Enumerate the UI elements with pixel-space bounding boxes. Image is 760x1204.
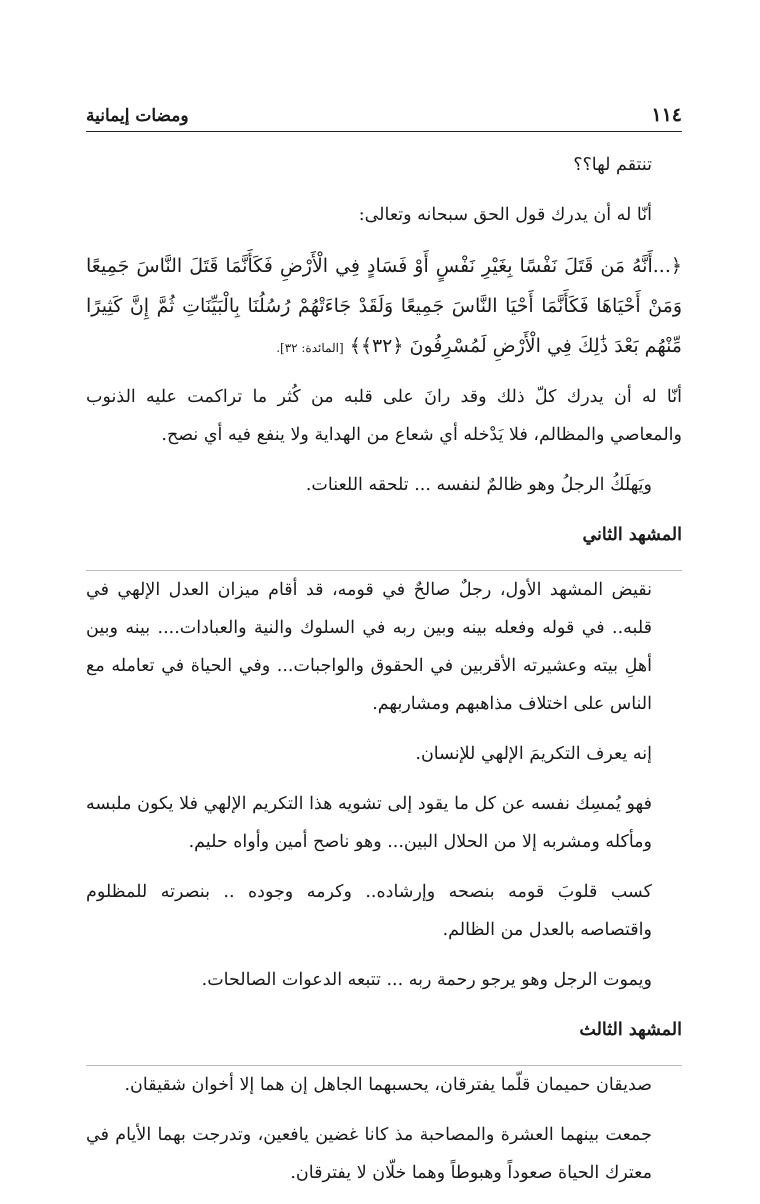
paragraph: جمعت بينهما العشرة والمصاحبة مذ كانا غضين يافعين، وتدرجت بهما الأيام في معترك الحياة صعوداً وهبوطاً وهما خلّان لا يفترقان. <box>86 1125 652 1183</box>
paragraph: أنّا له أن يدرك قول الحق سبحانه وتعالى: <box>358 205 652 225</box>
paragraph: فهو يُمسِك نفسه عن كل ما يقود إلى تشويه هذا التكريم الإلهي فلا يكون ملبسه ومأكله ومشربه إلا من الحلال البين... وهو ناصح أمين وأواه حليم. <box>86 794 652 852</box>
paragraph: أنّا له أن يدرك كلّ ذلك وقد رانَ على قلبه من كُثر ما تراكمت عليه الذنوب والمعاصي والمظالم، فلا يَدْخله أي شعاع من الهداية ولا ينفع فيه أي نصح. <box>86 387 682 445</box>
paragraph: ويموت الرجل وهو يرجو رحمة ربه ... تتبعه الدعوات الصالحات. <box>201 970 652 990</box>
paragraph: نقيض المشهد الأول، رجلٌ صالحٌ في قومه، قد أقام ميزان العدل الإلهي في قلبه.. في قوله وفعله بينه وبين ربه في السلوك والنية والعبادات.... بينه وبين أهلِ بيته وعشيرته الأقربين في الحقوق والواجبات... وفي الحياة في تعامله مع الناس على اختلاف مذاهبهم ومشاربهم. <box>86 580 652 714</box>
paragraph: صديقان حميمان قلّما يفترقان، يحسبهما الجاهل إن هما إلا أخوان شقيقان. <box>124 1075 652 1095</box>
paragraph: كسب قلوبَ قومه بنصحه وإرشاده.. وكرمه وجوده .. بنصرته للمظلوم واقتصاصه بالعدل من الظالم. <box>86 882 652 940</box>
header-rule <box>86 131 682 132</box>
paragraph: ويَهلَكُ الرجلُ وهو ظالمٌ لنفسه ... تلحقه اللعنات. <box>305 475 652 495</box>
verse-reference: [المائدة: ٣٢]. <box>276 341 344 355</box>
quran-verse <box>86 246 682 368</box>
section-heading: المشهد الثالث <box>579 1020 682 1040</box>
running-title: ومضات إيمانية <box>86 106 189 126</box>
verse-text: ﴿...أَنَّهُ مَن قَتَلَ نَفْسًا بِغَيْرِ نَفْسٍ أَوْ فَسَادٍ فِي الْأَرْضِ فَكَأَنَّمَا قَتَلَ النَّاسَ جَمِيعًا وَمَنْ أَحْيَاهَا فَكَأَنَّمَا أَحْيَا النَّاسَ جَمِيعًا وَلَقَدْ جَاءَتْهُمْ رُسُلُنَا بِالْبَيِّنَاتِ ثُمَّ إِنَّ كَثِيرًا مِّنْهُم بَعْدَ ذَٰلِكَ فِي الْأَرْضِ لَمُسْرِفُونَ ﴿٣٢﴾﴾ <box>86 255 682 357</box>
page-header <box>86 96 682 126</box>
paragraph: تنتقم لها؟؟ <box>573 155 652 175</box>
paragraph: إنه يعرف التكريمَ الإلهي للإنسان. <box>415 744 652 764</box>
section-heading: المشهد الثاني <box>582 525 682 545</box>
page-number: ١١٤ <box>651 104 682 126</box>
page-body <box>86 146 682 1204</box>
